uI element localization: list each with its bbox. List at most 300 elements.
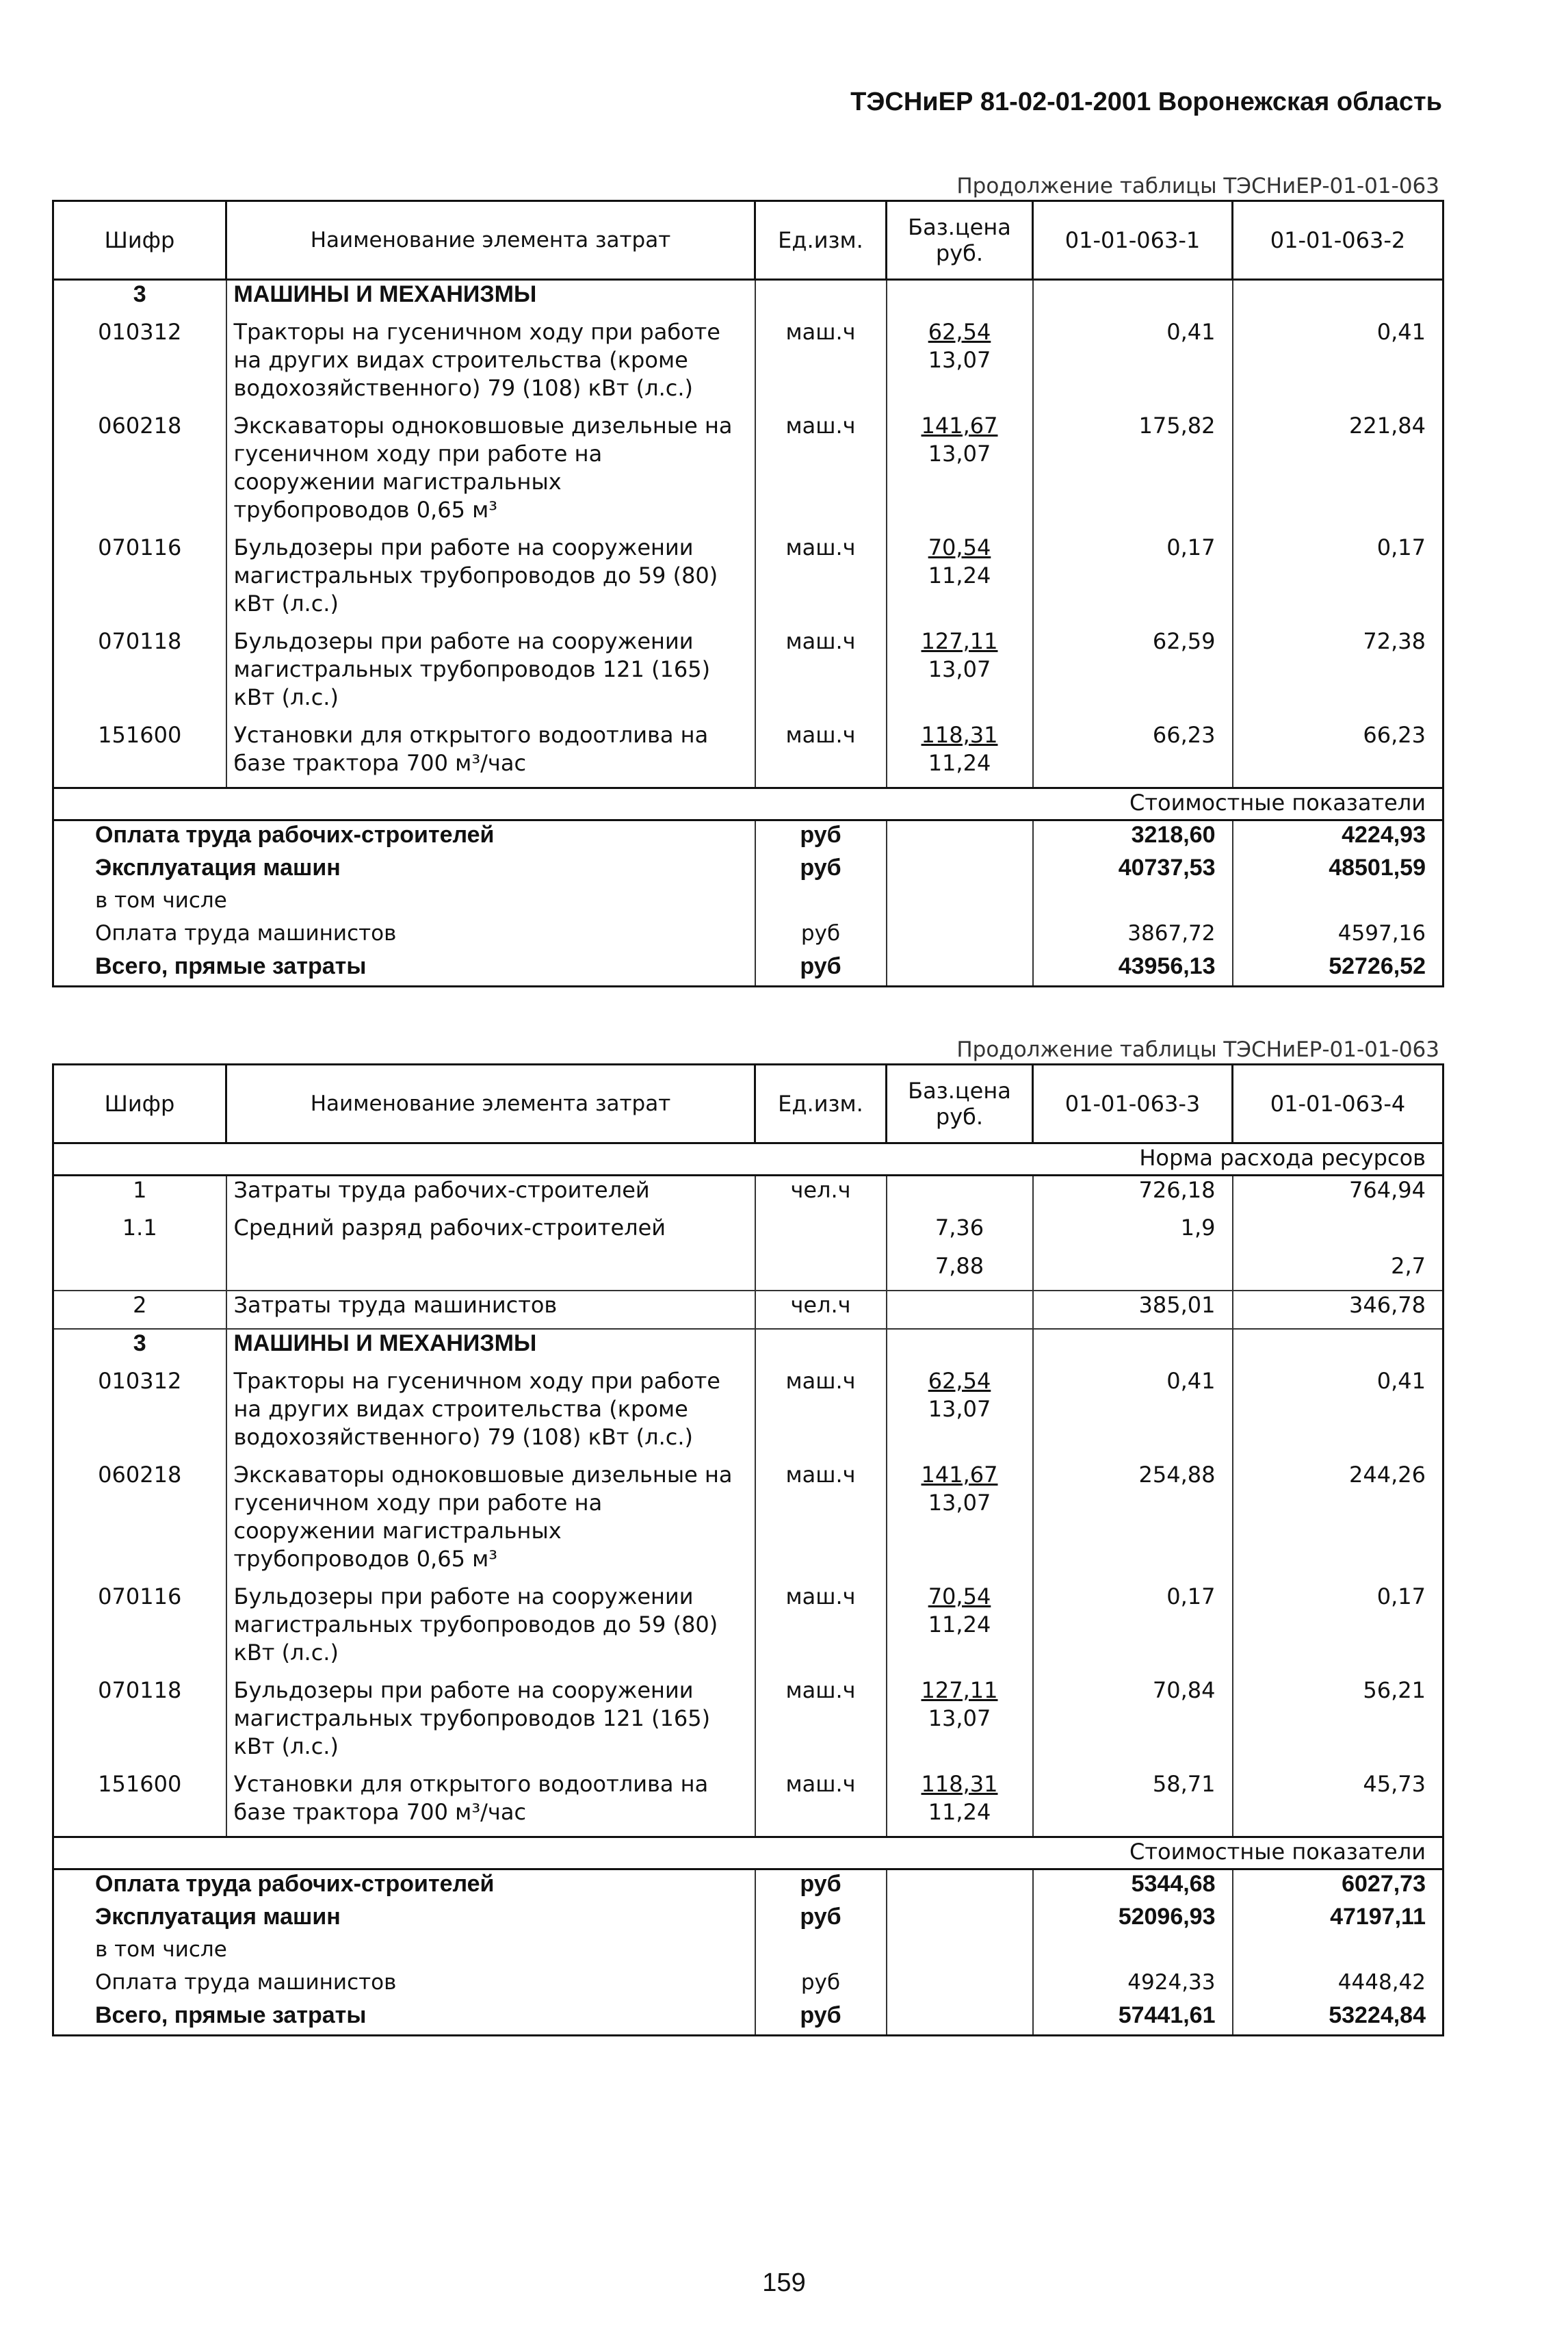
labor-code [53,1252,226,1291]
cost-label-row-text: Стоимостные показатели [53,788,1443,820]
labor-price: 7,36 [887,1214,1033,1252]
price-top: 70,54 [928,534,991,560]
labor-name [226,1252,755,1291]
machine-norm-b: 221,84 [1233,412,1443,524]
summary-empty [887,854,1033,887]
col-header-name: Наименование элемента затрат [226,1065,755,1143]
spacer-row [53,1826,1443,1837]
spacer-cell [887,1358,1033,1367]
spacer-cell [1233,1826,1443,1837]
section-title: МАШИНЫ И МЕХАНИЗМЫ [226,1329,755,1358]
spacer-cell [887,618,1033,627]
summary-value-a: 3867,72 [1033,920,1233,953]
labor-name: Средний разряд рабочих-строителей [226,1214,755,1252]
machine-price [887,1770,1033,1826]
price-bottom: 11,24 [928,750,991,776]
table1 [52,200,1444,987]
summary-value-a: 3218,60 [1033,820,1233,855]
machine-unit: маш.ч [755,1770,887,1826]
summary-value-a: 57441,61 [1033,2002,1233,2036]
spacer-cell [53,712,226,721]
spacer-cell [1033,524,1233,534]
spacer-cell [887,1451,1033,1461]
labor-code: 2 [53,1291,226,1329]
summary-value-b: 4597,16 [1233,920,1443,953]
spacer-cell [53,777,226,788]
labor-norm-a: 726,18 [1033,1176,1233,1214]
spacer-cell [755,1451,887,1461]
norm-label-row [53,1143,1443,1176]
machine-price [887,627,1033,712]
summary-empty [887,887,1033,920]
col-header-norm-1: 01-01-063-1 [1033,201,1233,280]
summary-label: Эксплуатация машин [53,1903,755,1936]
price-top: 118,31 [921,722,998,748]
spacer-cell [1033,1573,1233,1583]
machine-price [887,412,1033,524]
spacer-cell [887,309,1033,318]
page-number: 159 [762,2268,806,2297]
labor-norm-b: 2,7 [1233,1252,1443,1291]
spacer-cell [755,309,887,318]
machine-norm-b: 0,41 [1233,318,1443,402]
machine-norm-b: 0,41 [1233,1367,1443,1451]
summary-value-b: 47197,11 [1233,1903,1443,1936]
summary-unit: руб [755,854,887,887]
machine-norm-a: 58,71 [1033,1770,1233,1826]
summary-empty [887,953,1033,987]
machine-norm-a: 175,82 [1033,412,1233,524]
labor-name: Затраты труда машинистов [226,1291,755,1329]
summary-unit: руб [755,920,887,953]
machine-row [53,721,1443,777]
col-header-unit: Ед.изм. [755,201,887,280]
machine-price [887,1583,1033,1667]
machine-unit: маш.ч [755,318,887,402]
table1-header-row [53,201,1443,280]
spacer-cell [887,402,1033,412]
machine-price [887,1367,1033,1451]
machine-norm-b: 72,38 [1233,627,1443,712]
spacer-cell [887,1667,1033,1677]
machine-code: 010312 [53,1367,226,1451]
spacer-cell [226,309,755,318]
empty-cell [887,1329,1033,1358]
table1-caption: Продолжение таблицы ТЭСНиЕР-01-01-063 [956,174,1439,198]
summary-row [53,1936,1443,1969]
summary-label: Оплата труда машинистов [53,920,755,953]
spacer-cell [226,1761,755,1770]
price-bottom: 11,24 [928,1798,991,1825]
summary-value-b [1233,887,1443,920]
spacer-cell [755,777,887,788]
col-header-name: Наименование элемента затрат [226,201,755,280]
machine-row [53,1583,1443,1667]
spacer-cell [1233,309,1443,318]
section-row-machines [53,280,1443,309]
spacer-cell [755,618,887,627]
labor-norm-b [1233,1214,1443,1252]
price-top: 70,54 [928,1583,991,1609]
machine-row [53,627,1443,712]
summary-row [53,820,1443,855]
spacer-cell [1233,618,1443,627]
machine-name: Бульдозеры при работе на сооружении магистральных трубопроводов 121 (165) кВт (л.с.) [226,627,755,712]
summary-row [53,854,1443,887]
summary-value-b: 48501,59 [1233,854,1443,887]
spacer-cell [1233,1451,1443,1461]
machine-code: 070116 [53,534,226,618]
summary-empty [887,1903,1033,1936]
summary-value-a: 43956,13 [1033,953,1233,987]
spacer-cell [1233,712,1443,721]
summary-row [53,1969,1443,2002]
spacer-cell [53,1826,226,1837]
price-bottom: 13,07 [928,656,991,682]
empty-cell [887,280,1033,309]
machine-norm-a: 0,41 [1033,318,1233,402]
summary-row [53,920,1443,953]
summary-row [53,953,1443,987]
spacer-cell [755,402,887,412]
machine-name: Бульдозеры при работе на сооружении магистральных трубопроводов до 59 (80) кВт (л.с.) [226,534,755,618]
machine-row [53,1461,1443,1573]
summary-value-b: 4448,42 [1233,1969,1443,2002]
spacer-cell [1233,1761,1443,1770]
machine-norm-b: 66,23 [1233,721,1443,777]
machine-name: Экскаваторы одноковшовые дизельные на гусеничном ходу при работе на сооружении магистральных трубопроводов 0,65 м³ [226,412,755,524]
col-header-norm-2: 01-01-063-2 [1233,201,1443,280]
price-bottom: 13,07 [928,441,991,467]
machine-code: 151600 [53,721,226,777]
summary-value-a: 4924,33 [1033,1969,1233,2002]
labor-price [887,1176,1033,1214]
spacer-cell [226,712,755,721]
spacer-row [53,1358,1443,1367]
spacer-cell [1033,712,1233,721]
col-header-code: Шифр [53,1065,226,1143]
machine-price [887,1677,1033,1761]
spacer-cell [887,1826,1033,1837]
section-code: 3 [53,1329,226,1358]
spacer-row [53,777,1443,788]
machine-unit: маш.ч [755,627,887,712]
labor-name: Затраты труда рабочих-строителей [226,1176,755,1214]
price-bottom: 11,24 [928,1611,991,1638]
spacer-cell [755,712,887,721]
machine-code: 060218 [53,1461,226,1573]
machine-name: Бульдозеры при работе на сооружении магистральных трубопроводов до 59 (80) кВт (л.с.) [226,1583,755,1667]
spacer-cell [226,1358,755,1367]
summary-empty [887,2002,1033,2036]
spacer-cell [1233,524,1443,534]
labor-norm-b: 346,78 [1233,1291,1443,1329]
spacer-cell [1033,1358,1233,1367]
summary-empty [887,1969,1033,2002]
machine-code: 060218 [53,412,226,524]
labor-unit [755,1214,887,1252]
spacer-cell [887,1573,1033,1583]
machine-code: 070118 [53,627,226,712]
summary-row [53,1903,1443,1936]
spacer-cell [53,524,226,534]
summary-unit: руб [755,1903,887,1936]
machine-name: Установки для открытого водоотлива на базе трактора 700 м³/час [226,721,755,777]
spacer-row [53,1761,1443,1770]
price-bottom: 11,24 [928,562,991,588]
spacer-cell [53,1667,226,1677]
machine-unit: маш.ч [755,1367,887,1451]
col-header-norm-4: 01-01-063-4 [1233,1065,1443,1143]
machine-name: Тракторы на гусеничном ходу при работе на других видах строительства (кроме водохозяйственного) 79 (108) кВт (л.с.) [226,318,755,402]
machine-row [53,1770,1443,1826]
labor-row [53,1176,1443,1214]
spacer-row [53,524,1443,534]
empty-cell [755,280,887,309]
spacer-cell [755,1667,887,1677]
section-code: 3 [53,280,226,309]
table2-caption: Продолжение таблицы ТЭСНиЕР-01-01-063 [956,1037,1439,1062]
empty-cell [1033,1329,1233,1358]
spacer-cell [226,1667,755,1677]
machine-price [887,534,1033,618]
summary-value-b: 4224,93 [1233,820,1443,855]
machine-row [53,1677,1443,1761]
spacer-cell [1033,777,1233,788]
spacer-cell [755,1761,887,1770]
page-header-title: ТЭСНиЕР 81-02-01-2001 Воронежская область [850,88,1442,116]
labor-row [53,1252,1443,1291]
spacer-cell [1033,402,1233,412]
spacer-cell [887,1761,1033,1770]
summary-label: Оплата труда рабочих-строителей [53,1869,755,1903]
summary-row [53,1869,1443,1903]
summary-empty [887,820,1033,855]
summary-label: Эксплуатация машин [53,854,755,887]
machine-norm-a: 254,88 [1033,1461,1233,1573]
machine-price [887,721,1033,777]
machine-code: 010312 [53,318,226,402]
cost-label-row-text: Стоимостные показатели [53,1837,1443,1869]
spacer-row [53,1667,1443,1677]
spacer-cell [1033,309,1233,318]
machine-unit: маш.ч [755,1461,887,1573]
machine-unit: маш.ч [755,1583,887,1667]
summary-value-b: 6027,73 [1233,1869,1443,1903]
labor-code: 1.1 [53,1214,226,1252]
spacer-cell [1033,1761,1233,1770]
machine-unit: маш.ч [755,721,887,777]
summary-unit [755,1936,887,1969]
empty-cell [1233,280,1443,309]
summary-label: Всего, прямые затраты [53,2002,755,2036]
summary-value-a [1033,887,1233,920]
spacer-cell [887,777,1033,788]
machine-name: Установки для открытого водоотлива на базе трактора 700 м³/час [226,1770,755,1826]
labor-norm-a [1033,1252,1233,1291]
spacer-cell [53,309,226,318]
machine-row [53,318,1443,402]
spacer-cell [1233,1358,1443,1367]
machine-unit: маш.ч [755,534,887,618]
spacer-row [53,712,1443,721]
machine-norm-b: 0,17 [1233,534,1443,618]
price-top: 62,54 [928,1367,991,1394]
machine-code: 070116 [53,1583,226,1667]
summary-label: Оплата труда рабочих-строителей [53,820,755,855]
price-top: 127,11 [921,1677,998,1703]
cost-label-row [53,1837,1443,1869]
machine-unit: маш.ч [755,412,887,524]
machine-row [53,412,1443,524]
price-bottom: 13,07 [928,1395,991,1422]
machine-norm-a: 62,59 [1033,627,1233,712]
machine-code: 151600 [53,1770,226,1826]
summary-unit [755,887,887,920]
machine-name: Экскаваторы одноковшовые дизельные на гусеничном ходу при работе на сооружении магистральных трубопроводов 0,65 м³ [226,1461,755,1573]
empty-cell [755,1329,887,1358]
section-row-machines [53,1329,1443,1358]
spacer-cell [226,618,755,627]
machine-norm-a: 66,23 [1033,721,1233,777]
price-top: 118,31 [921,1770,998,1797]
table2-header-row [53,1065,1443,1143]
summary-label: в том числе [53,887,755,920]
summary-unit: руб [755,953,887,987]
summary-unit: руб [755,1869,887,1903]
price-bottom: 13,07 [928,1705,991,1731]
machine-row [53,534,1443,618]
spacer-cell [226,402,755,412]
spacer-cell [53,1761,226,1770]
summary-row [53,2002,1443,2036]
spacer-cell [53,618,226,627]
summary-value-a: 5344,68 [1033,1869,1233,1903]
machine-code: 070118 [53,1677,226,1761]
labor-row [53,1291,1443,1329]
labor-unit [755,1252,887,1291]
empty-cell [1233,1329,1443,1358]
spacer-row [53,618,1443,627]
spacer-cell [755,1826,887,1837]
spacer-cell [1233,1667,1443,1677]
machine-norm-b: 56,21 [1233,1677,1443,1761]
spacer-row [53,309,1443,318]
col-header-unit: Ед.изм. [755,1065,887,1143]
empty-cell [1033,280,1233,309]
summary-value-a [1033,1936,1233,1969]
machine-name: Бульдозеры при работе на сооружении магистральных трубопроводов 121 (165) кВт (л.с.) [226,1677,755,1761]
summary-value-b: 53224,84 [1233,2002,1443,2036]
spacer-cell [1033,618,1233,627]
machine-price [887,1461,1033,1573]
summary-empty [887,1869,1033,1903]
labor-unit: чел.ч [755,1291,887,1329]
labor-price [887,1291,1033,1329]
summary-value-a: 40737,53 [1033,854,1233,887]
spacer-cell [226,1826,755,1837]
labor-unit: чел.ч [755,1176,887,1214]
price-top: 62,54 [928,319,991,345]
spacer-cell [1233,402,1443,412]
labor-norm-a: 385,01 [1033,1291,1233,1329]
price-top: 127,11 [921,628,998,654]
machine-norm-b: 45,73 [1233,1770,1443,1826]
labor-row [53,1214,1443,1252]
spacer-cell [53,1451,226,1461]
spacer-row [53,1573,1443,1583]
spacer-cell [226,1451,755,1461]
spacer-cell [226,777,755,788]
spacer-cell [1033,1451,1233,1461]
machine-name: Тракторы на гусеничном ходу при работе на других видах строительства (кроме водохозяйственного) 79 (108) кВт (л.с.) [226,1367,755,1451]
price-top: 141,67 [921,1461,998,1488]
machine-price [887,318,1033,402]
summary-value-a: 52096,93 [1033,1903,1233,1936]
col-header-norm-3: 01-01-063-3 [1033,1065,1233,1143]
spacer-cell [755,524,887,534]
machine-norm-b: 244,26 [1233,1461,1443,1573]
summary-label: Всего, прямые затраты [53,953,755,987]
labor-price: 7,88 [887,1252,1033,1291]
machine-norm-a: 0,17 [1033,534,1233,618]
spacer-row [53,402,1443,412]
summary-value-b [1233,1936,1443,1969]
machine-unit: маш.ч [755,1677,887,1761]
machine-norm-b: 0,17 [1233,1583,1443,1667]
col-header-price: Баз.цена руб. [887,201,1033,280]
summary-row [53,887,1443,920]
norm-label-row-text: Норма расхода ресурсов [53,1143,1443,1176]
spacer-cell [53,1358,226,1367]
summary-value-b: 52726,52 [1233,953,1443,987]
cost-label-row [53,788,1443,820]
spacer-cell [1233,1573,1443,1583]
summary-unit: руб [755,1969,887,2002]
summary-label: Оплата труда машинистов [53,1969,755,2002]
spacer-cell [755,1573,887,1583]
price-top: 141,67 [921,413,998,439]
machine-norm-a: 70,84 [1033,1677,1233,1761]
summary-empty [887,920,1033,953]
spacer-cell [226,524,755,534]
spacer-cell [1033,1667,1233,1677]
col-header-code: Шифр [53,201,226,280]
machine-norm-a: 0,17 [1033,1583,1233,1667]
labor-code: 1 [53,1176,226,1214]
labor-norm-b: 764,94 [1233,1176,1443,1214]
section-title: МАШИНЫ И МЕХАНИЗМЫ [226,280,755,309]
spacer-cell [53,1573,226,1583]
machine-norm-a: 0,41 [1033,1367,1233,1451]
machine-row [53,1367,1443,1451]
spacer-cell [755,1358,887,1367]
spacer-cell [887,712,1033,721]
price-bottom: 13,07 [928,347,991,373]
spacer-cell [887,524,1033,534]
spacer-cell [226,1573,755,1583]
price-bottom: 13,07 [928,1489,991,1516]
summary-label: в том числе [53,1936,755,1969]
labor-norm-a: 1,9 [1033,1214,1233,1252]
spacer-cell [1033,1826,1233,1837]
summary-unit: руб [755,2002,887,2036]
summary-empty [887,1936,1033,1969]
table2 [52,1063,1444,2036]
spacer-cell [1233,777,1443,788]
summary-unit: руб [755,820,887,855]
spacer-cell [53,402,226,412]
